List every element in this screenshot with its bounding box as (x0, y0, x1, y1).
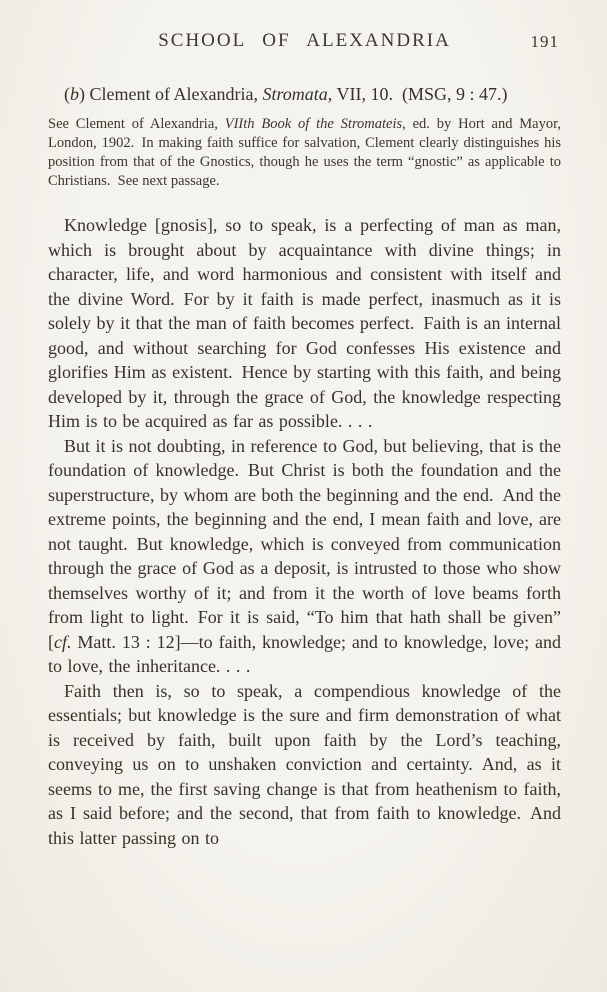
page-number: 191 (530, 32, 559, 51)
running-head (48, 30, 561, 56)
passage-text (48, 213, 561, 850)
running-head-title: SCHOOL OF ALEXANDRIA (158, 30, 451, 51)
section-heading: (b) Clement of Alexandria, Stromata, VII, 10. (MSG, 9 : 47.) (64, 84, 508, 104)
citation-note: See Clement of Alexandria, VIIth Book of the Stromateis, ed. by Hort and Mayor, London, 1902. In making faith suffice for salvation, Clement clearly distinguishes his position from that of the Gnostics, though he uses the term “gnostic” as applicable to Christians. See next passage. (48, 116, 561, 189)
paragraph-1: Knowledge [gnosis], so to speak, is a perfecting of man as man, which is brought about by acquaintance with divine things; in character, life, and word harmonious and consistent with itself and the divine Word. For by it faith is made perfect, inasmuch as it is solely by it that the man of faith becomes perfect. Faith is an internal good, and without searching for God confesses His existence and glorifies Him as existent. Hence by starting with this faith, and being developed by it, through the grace of God, the knowledge respecting Him is to be acquired as far as possible. . . . (48, 215, 561, 431)
paragraph-2: But it is not doubting, in reference to God, but believing, that is the foundation of knowledge. But Christ is both the foundation and the superstructure, by whom are both the beginning and the end. And the extreme points, the beginning and the end, I mean faith and love, are not taught. But knowledge, which is conveyed from communication through the grace of God as a deposit, is intrusted to those who show themselves worthy of it; and from it the worth of love beams forth from light to light. For it is said, “To him that hath shall be given” [cf. Matt. 13 : 12]—to faith, knowledge; and to knowledge, love; and to love, the inheritance. . . . (48, 435, 561, 676)
paragraph-3: Faith then is, so to speak, a compendious knowledge of the essentials; but knowledge is the sure and firm demonstration of what is received by faith, built upon faith by the Lord’s teaching, conveying us on to unshaken conviction and certainty. And, as it seems to me, the first saving change is that from heathenism to faith, as I said before; and the second, that from faith to knowledge. And this latter passing on to (48, 680, 561, 848)
